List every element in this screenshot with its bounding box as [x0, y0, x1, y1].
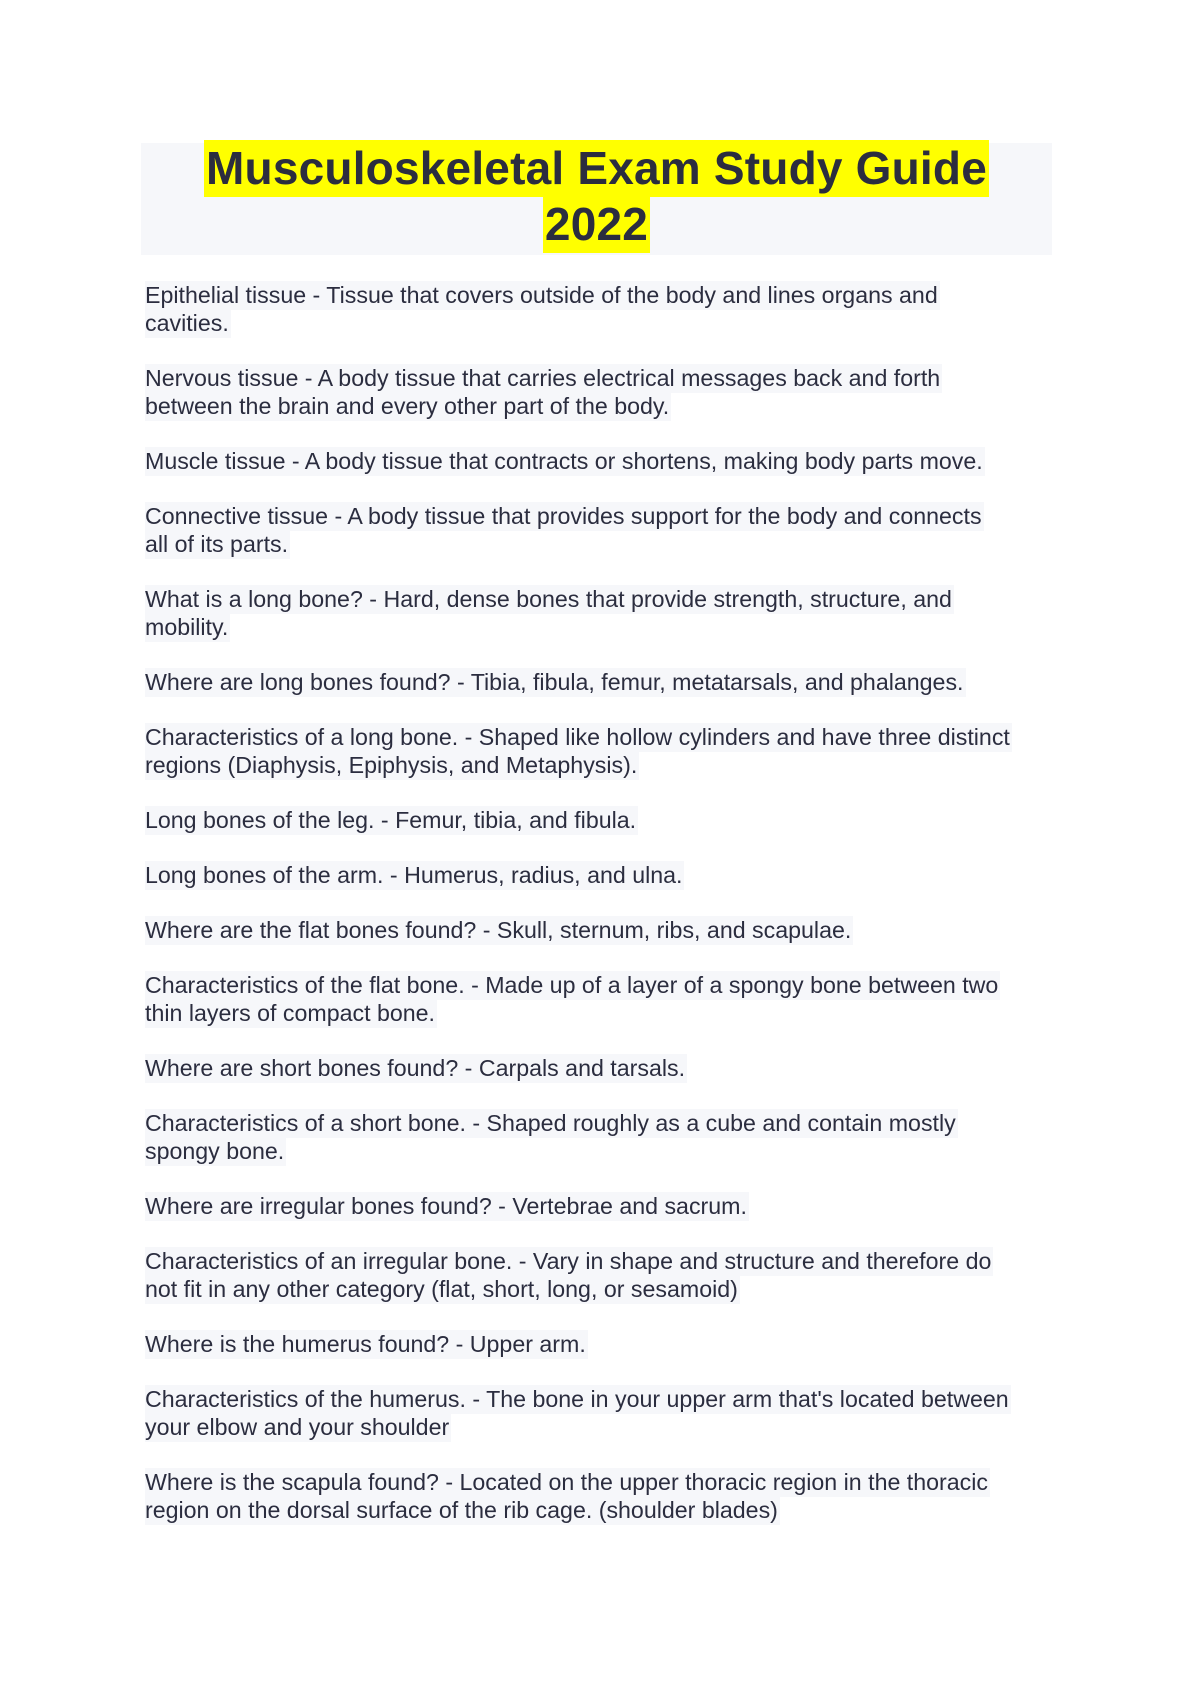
entry-line [145, 999, 1055, 1027]
study-entry [145, 1385, 1055, 1441]
entry-line [145, 364, 1055, 392]
study-entry [145, 585, 1055, 641]
title-block [141, 143, 1052, 255]
entry-text: Muscle tissue - A body tissue that contracts or shortens, making body parts move. [145, 448, 983, 474]
study-entry [145, 447, 1055, 475]
study-entry [145, 668, 1055, 696]
entry-text: not fit in any other category (flat, short, long, or sesamoid) [145, 1276, 738, 1302]
study-entry [145, 502, 1055, 558]
entry-text: Characteristics of a short bone. - Shaped roughly as a cube and contain mostly [145, 1110, 956, 1136]
entry-line [145, 861, 1055, 889]
entry-line [145, 971, 1055, 999]
entry-text: Epithelial tissue - Tissue that covers outside of the body and lines organs and [145, 282, 938, 308]
entry-line [145, 751, 1055, 779]
study-entry [145, 1109, 1055, 1165]
title-line [141, 143, 1052, 199]
entry-line [145, 1192, 1055, 1220]
study-entry [145, 1330, 1055, 1358]
entry-text: Characteristics of the flat bone. - Made up of a layer of a spongy bone between two [145, 972, 999, 998]
entry-line [145, 723, 1055, 751]
entry-line [145, 1109, 1055, 1137]
study-entry [145, 861, 1055, 889]
study-entry [145, 1054, 1055, 1082]
entry-text: Where is the scapula found? - Located on the upper thoracic region in the thoracic [145, 1469, 988, 1495]
entry-line [145, 1275, 1055, 1303]
entry-text: Long bones of the arm. - Humerus, radius, and ulna. [145, 862, 683, 888]
entry-text: region on the dorsal surface of the rib cage. (shoulder blades) [145, 1497, 778, 1523]
study-entry [145, 1247, 1055, 1303]
study-entries [145, 281, 1055, 1551]
entry-text: Nervous tissue - A body tissue that carries electrical messages back and forth [145, 365, 941, 391]
entry-line [145, 1137, 1055, 1165]
entry-line [145, 585, 1055, 613]
entry-text: Where are long bones found? - Tibia, fibula, femur, metatarsals, and phalanges. [145, 669, 964, 695]
entry-text: mobility. [145, 614, 229, 640]
entry-text: between the brain and every other part of the body. [145, 393, 670, 419]
entry-line [145, 613, 1055, 641]
entry-line [145, 392, 1055, 420]
document-title: Musculoskeletal Exam Study Guide [204, 140, 989, 197]
entry-text: Where are irregular bones found? - Vertebrae and sacrum. [145, 1193, 747, 1219]
entry-line [145, 530, 1055, 558]
entry-line [145, 1468, 1055, 1496]
entry-line [145, 281, 1055, 309]
study-entry [145, 723, 1055, 779]
study-entry [145, 364, 1055, 420]
entry-line [145, 1330, 1055, 1358]
entry-line [145, 916, 1055, 944]
entry-line [145, 1496, 1055, 1524]
entry-text: Where are the flat bones found? - Skull, sternum, ribs, and scapulae. [145, 917, 852, 943]
entry-text: Connective tissue - A body tissue that provides support for the body and connects [145, 503, 982, 529]
entry-line [145, 806, 1055, 834]
study-entry [145, 916, 1055, 944]
entry-text: Characteristics of a long bone. - Shaped like hollow cylinders and have three distinct [145, 724, 1010, 750]
document-title-year: 2022 [543, 196, 650, 253]
entry-text: Where are short bones found? - Carpals and tarsals. [145, 1055, 686, 1081]
entry-text: spongy bone. [145, 1138, 285, 1164]
title-line [141, 199, 1052, 255]
entry-text: Characteristics of an irregular bone. - Vary in shape and structure and therefore do [145, 1248, 992, 1274]
entry-text: all of its parts. [145, 531, 289, 557]
entry-text: thin layers of compact bone. [145, 1000, 436, 1026]
entry-text: Long bones of the leg. - Femur, tibia, and fibula. [145, 807, 637, 833]
entry-text: regions (Diaphysis, Epiphysis, and Metaphysis). [145, 752, 638, 778]
study-entry [145, 806, 1055, 834]
entry-line [145, 447, 1055, 475]
entry-text: Characteristics of the humerus. - The bone in your upper arm that's located between [145, 1386, 1009, 1412]
study-entry [145, 1192, 1055, 1220]
entry-line [145, 309, 1055, 337]
study-entry [145, 281, 1055, 337]
entry-line [145, 1385, 1055, 1413]
entry-line [145, 1413, 1055, 1441]
entry-line [145, 668, 1055, 696]
study-entry [145, 1468, 1055, 1524]
entry-text: cavities. [145, 310, 229, 336]
entry-text: Where is the humerus found? - Upper arm. [145, 1331, 586, 1357]
entry-line [145, 1247, 1055, 1275]
study-entry [145, 971, 1055, 1027]
entry-text: What is a long bone? - Hard, dense bones that provide strength, structure, and [145, 586, 952, 612]
entry-line [145, 1054, 1055, 1082]
entry-line [145, 502, 1055, 530]
entry-text: your elbow and your shoulder [145, 1414, 450, 1440]
